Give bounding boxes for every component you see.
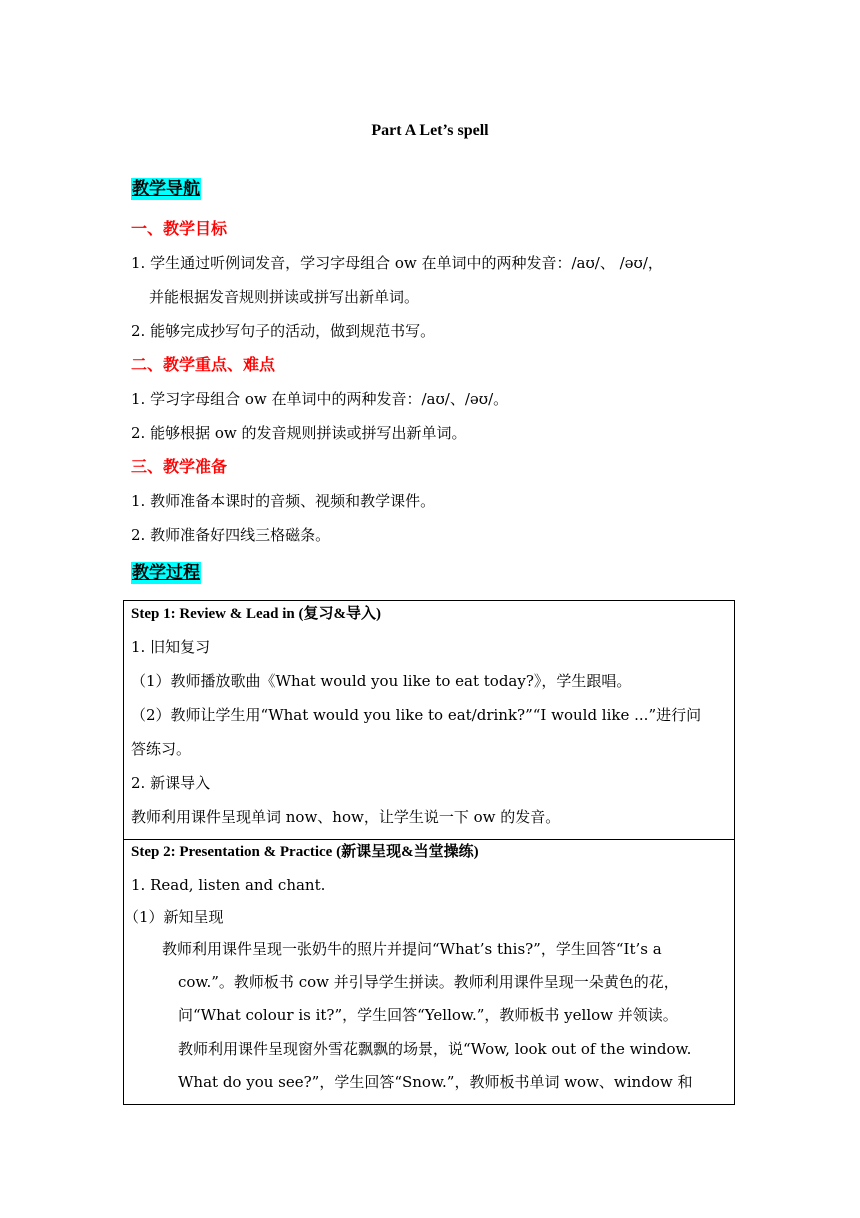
step2-line: 教师利用课件呈现窗外雪花飘飘的场景，说“Wow, look out of the window. <box>178 1040 692 1058</box>
key-point-line-2: 2. 能够根据 ow 的发音规则拼读或拼写出新单词。 <box>131 424 467 442</box>
step1-line: 2. 新课导入 <box>131 774 211 792</box>
process-table <box>123 600 735 1105</box>
preparation-line-2: 2. 教师准备好四线三格磁条。 <box>131 526 331 544</box>
preparation-heading: 三、教学准备 <box>131 457 228 476</box>
key-points-heading: 二、教学重点、难点 <box>131 355 276 374</box>
teaching-process-heading: 教学过程 <box>132 563 200 583</box>
step1-line: （2）教师让学生用“What would you like to eat/drink?”“I would like ...”进行问 <box>131 706 702 724</box>
step2-line: 教师利用课件呈现一张奶牛的照片并提问“What’s this?”，学生回答“It’s a <box>162 940 662 958</box>
table-row-divider <box>124 839 734 840</box>
objective-line-2: 并能根据发音规则拼读或拼写出新单词。 <box>149 288 420 306</box>
step2-heading: Step 2: Presentation & Practice (新课呈现&当堂操练) <box>131 844 479 860</box>
step1-line: 教师利用课件呈现单词 now、how，让学生说一下 ow 的发音。 <box>131 808 561 826</box>
step2-line: （1）新知呈现 <box>124 908 224 926</box>
step2-line: 问“What colour is it?”，学生回答“Yellow.”，教师板书 yellow 并领读。 <box>178 1006 678 1024</box>
objectives-heading: 一、教学目标 <box>131 219 228 238</box>
page-title: Part A Let’s spell <box>371 122 489 139</box>
preparation-line-1: 1. 教师准备本课时的音频、视频和教学课件。 <box>131 492 436 510</box>
step2-line: cow.”。教师板书 cow 并引导学生拼读。教师利用课件呈现一朵黄色的花， <box>178 973 679 991</box>
step2-line: 1. Read, listen and chant. <box>131 876 326 894</box>
step1-heading: Step 1: Review & Lead in (复习&导入) <box>131 606 381 622</box>
objective-line-3: 2. 能够完成抄写句子的活动，做到规范书写。 <box>131 322 436 340</box>
step1-line: 答练习。 <box>131 740 192 758</box>
step1-line: （1）教师播放歌曲《What would you like to eat today?》，学生跟唱。 <box>131 672 632 690</box>
step1-line: 1. 旧知复习 <box>131 638 211 656</box>
key-point-line-1: 1. 学习字母组合 ow 在单词中的两种发音：/aʊ/、/əʊ/。 <box>131 390 509 408</box>
objective-line-1: 1. 学生通过听例词发音，学习字母组合 ow 在单词中的两种发音：/aʊ/、 /əʊ/， <box>131 254 663 272</box>
step2-line: What do you see?”，学生回答“Snow.”，教师板书单词 wow、window 和 <box>178 1073 693 1091</box>
teaching-navigation-heading: 教学导航 <box>132 179 200 199</box>
